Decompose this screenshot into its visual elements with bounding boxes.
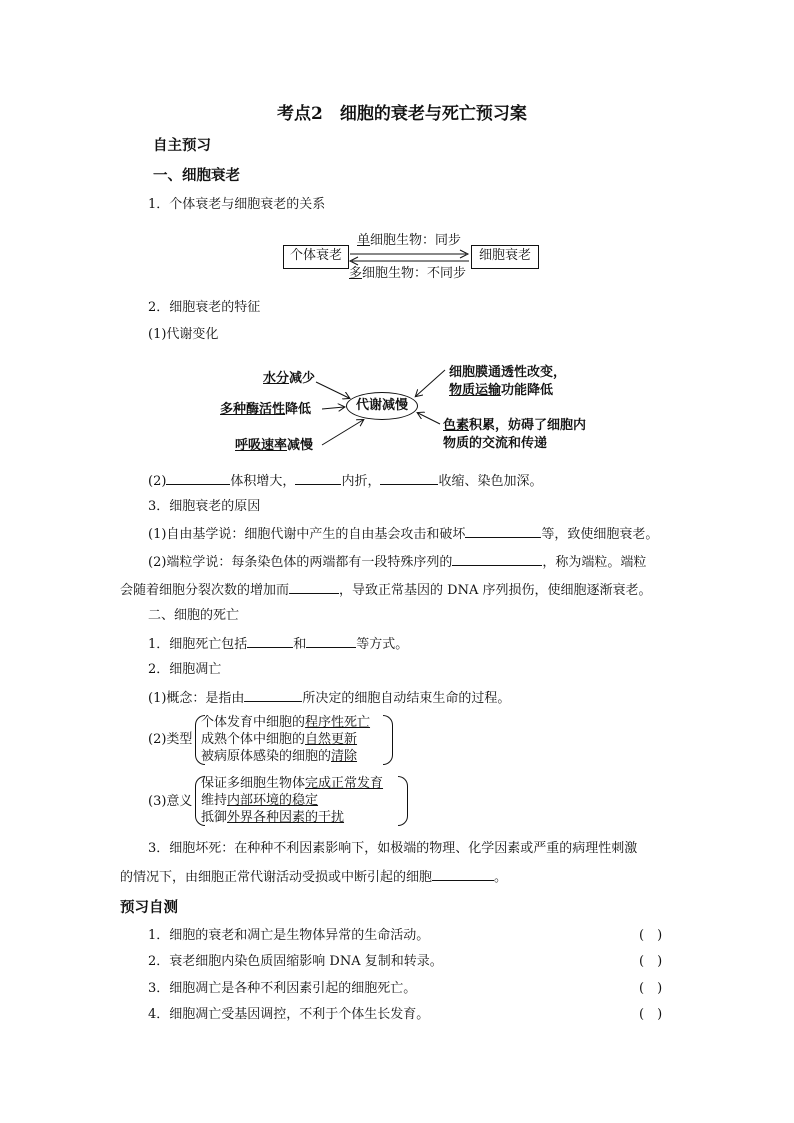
apoptosis-significance-list bbox=[201, 775, 383, 826]
list-item: 个体发育中细胞的程序性死亡 bbox=[201, 715, 371, 730]
answer-blank[interactable] bbox=[452, 552, 542, 566]
cell-aging-box: 细胞衰老 bbox=[471, 245, 539, 269]
necrosis-line2: 的情况下，由细胞正常代谢活动受损或中断引起的细胞 。 bbox=[120, 867, 507, 887]
answer-blank[interactable] bbox=[295, 471, 341, 485]
question-2-1: (1)代谢变化 bbox=[148, 327, 219, 342]
list-item: 维持内部环境的稳定 bbox=[201, 793, 319, 808]
individual-aging-box: 个体衰老 bbox=[283, 245, 349, 269]
question-3-2-line2: 会随着细胞分裂次数的增加而 ，导致正常基因的 DNA 序列损伤，使细胞逐渐衰老。 bbox=[120, 580, 651, 600]
membrane-permeability-label: 细胞膜通透性改变， 物质运输功能降低 bbox=[449, 365, 567, 398]
apoptosis-types-label: (2)类型 bbox=[148, 732, 193, 747]
self-test-item: 4．细胞凋亡受基因调控，不利于个体生长发育。 bbox=[148, 1007, 430, 1022]
section-self-study: 自主预习 bbox=[153, 137, 211, 154]
pigment-accumulation-label: 色素积累，妨碍了细胞内 物质的交流和传递 bbox=[443, 418, 587, 451]
self-test-heading: 预习自测 bbox=[120, 899, 178, 916]
self-test-item: 2．衰老细胞内染色质固缩影响 DNA 复制和转录。 bbox=[148, 954, 443, 969]
answer-blank[interactable] bbox=[244, 688, 302, 702]
answer-blank[interactable] bbox=[306, 634, 356, 648]
apoptosis-types-list bbox=[201, 714, 370, 765]
answer-blank[interactable] bbox=[166, 471, 230, 485]
list-item: 抵御外界各种因素的干扰 bbox=[201, 810, 345, 825]
respiration-rate-label: 呼吸速率减慢 bbox=[235, 438, 314, 453]
question-2: 2．细胞衰老的特征 bbox=[148, 300, 261, 315]
death-question-1: 1．细胞死亡包括 和 等方式。 bbox=[148, 634, 408, 654]
right-brace-icon bbox=[398, 776, 408, 826]
list-item: 被病原体感染的细胞的清除 bbox=[201, 749, 358, 764]
unicellular-label: 单细胞生物：同步 bbox=[357, 233, 462, 248]
question-3-2: (2)端粒学说：每条染色体的两端都有一段特殊序列的 ，称为端粒。端粒 bbox=[148, 552, 646, 572]
metabolism-slowdown-ellipse: 代谢减慢 bbox=[346, 392, 418, 420]
self-test-item: 3．细胞凋亡是各种不利因素引起的细胞死亡。 bbox=[148, 981, 417, 996]
answer-parentheses[interactable]: ( ) bbox=[639, 928, 663, 943]
necrosis-line1: 3．细胞坏死：在种种不利因素影响下，如极端的物理、化学因素或严重的病理性刺激 bbox=[148, 841, 638, 856]
enzyme-activity-label: 多种酶活性降低 bbox=[220, 402, 312, 417]
answer-blank[interactable] bbox=[465, 524, 541, 538]
apoptosis-significance-label: (3)意义 bbox=[148, 794, 193, 809]
heading-cell-death: 二、细胞的死亡 bbox=[148, 608, 240, 623]
heading-cell-aging: 一、细胞衰老 bbox=[153, 167, 240, 184]
apoptosis-concept: (1)概念：是指由 所决定的细胞自动结束生命的过程。 bbox=[148, 688, 510, 708]
answer-blank[interactable] bbox=[432, 867, 494, 881]
answer-parentheses[interactable]: ( ) bbox=[639, 1007, 663, 1022]
question-3: 3．细胞衰老的原因 bbox=[148, 499, 261, 514]
answer-blank[interactable] bbox=[289, 580, 339, 594]
question-1: 1．个体衰老与细胞衰老的关系 bbox=[148, 197, 326, 212]
self-test-item: 1．细胞的衰老和凋亡是生物体异常的生命活动。 bbox=[148, 928, 430, 943]
list-item: 保证多细胞生物体完成正常发育 bbox=[201, 776, 384, 791]
answer-parentheses[interactable]: ( ) bbox=[639, 981, 663, 996]
answer-blank[interactable] bbox=[247, 634, 293, 648]
question-2-2: (2) 体积增大， 内折， 收缩、染色加深。 bbox=[148, 471, 542, 491]
multicellular-label: 多细胞生物：不同步 bbox=[349, 266, 467, 281]
page-title: 考点2 细胞的衰老与死亡预习案 bbox=[277, 104, 527, 124]
death-question-2: 2．细胞凋亡 bbox=[148, 662, 222, 677]
list-item: 成熟个体中细胞的自然更新 bbox=[201, 732, 358, 747]
right-brace-icon bbox=[383, 715, 393, 765]
answer-parentheses[interactable]: ( ) bbox=[639, 954, 663, 969]
question-3-1: (1)自由基学说：细胞代谢中产生的自由基会攻击和破坏 等，致使细胞衰老。 bbox=[148, 524, 658, 544]
water-decrease-label: 水分减少 bbox=[263, 371, 316, 386]
answer-blank[interactable] bbox=[380, 471, 438, 485]
